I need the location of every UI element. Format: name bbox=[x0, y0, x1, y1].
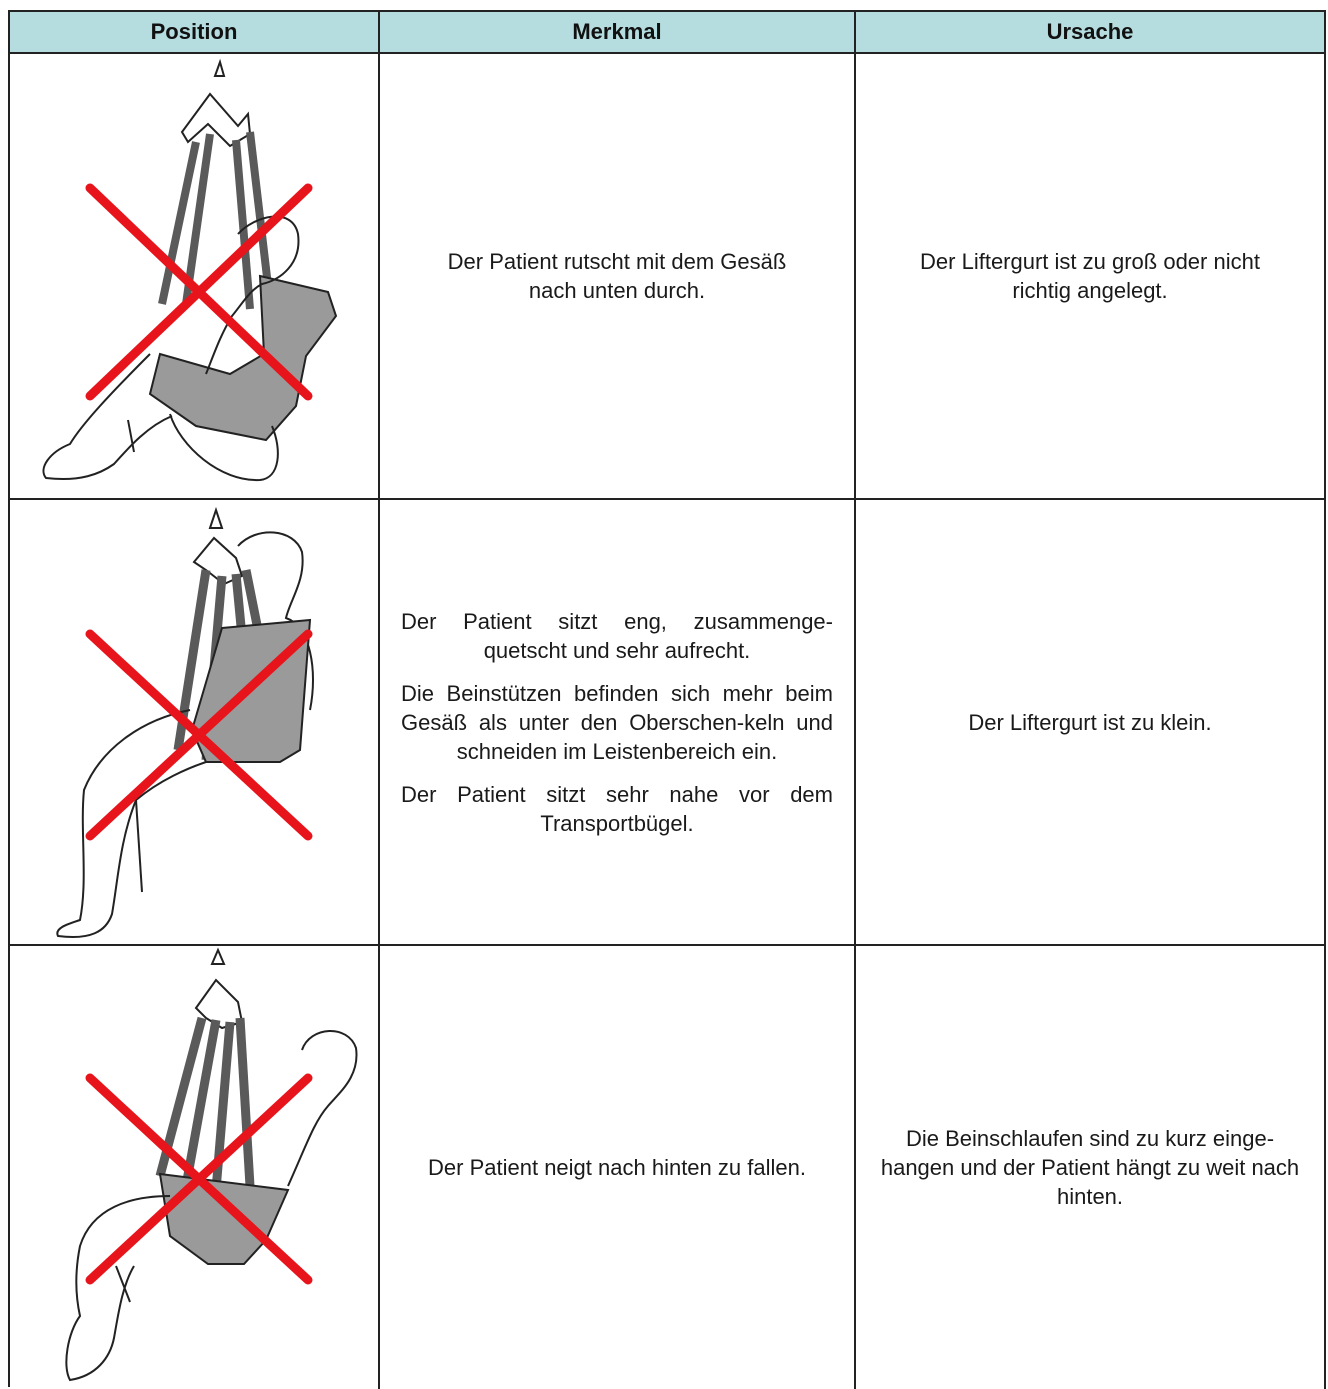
row3-ursache-cell bbox=[856, 946, 1326, 1389]
row1-ursache-cell bbox=[856, 54, 1326, 500]
header-ursache: Ursache bbox=[856, 12, 1326, 54]
header-merkmal: Merkmal bbox=[380, 12, 856, 54]
row2-merkmal-text-2: Die Beinstützen befinden sich mehr beim Gesäß als unter den Oberschen-keln und schneiden im Leistenbereich ein. bbox=[401, 680, 833, 764]
row3-merkmal-cell bbox=[380, 946, 856, 1389]
row2-merkmal-text-1: Der Patient sitzt eng, zusammenge-quetscht und sehr aufrecht. bbox=[401, 608, 833, 663]
sling-position-table bbox=[8, 10, 1326, 1387]
row2-merkmal-cell bbox=[380, 500, 856, 946]
patient-in-sling-incorrect-figure bbox=[10, 946, 378, 1389]
row2-position-image bbox=[10, 500, 380, 946]
row1-merkmal-cell bbox=[380, 54, 856, 500]
row1-position-image bbox=[10, 54, 380, 500]
row3-merkmal-text: Der Patient neigt nach hinten zu fallen. bbox=[428, 1155, 806, 1180]
row1-merkmal-text: Der Patient rutscht mit dem Gesäß nach unten durch. bbox=[447, 249, 787, 303]
row2-ursache-cell bbox=[856, 500, 1326, 946]
header-position: Position bbox=[10, 12, 380, 54]
row3-ursache-text: Die Beinschlaufen sind zu kurz einge-hangen und der Patient hängt zu weit nach hinten. bbox=[880, 1126, 1300, 1209]
row2-merkmal-text-3: Der Patient sitzt sehr nahe vor dem Transportbügel. bbox=[401, 781, 833, 836]
row2-ursache-text: Der Liftergurt ist zu klein. bbox=[968, 709, 1212, 735]
row1-ursache-text: Der Liftergurt ist zu groß oder nicht richtig angelegt. bbox=[920, 249, 1260, 303]
patient-in-sling-incorrect-figure bbox=[10, 54, 378, 498]
row3-position-image bbox=[10, 946, 380, 1389]
patient-in-sling-incorrect-figure bbox=[10, 500, 378, 944]
